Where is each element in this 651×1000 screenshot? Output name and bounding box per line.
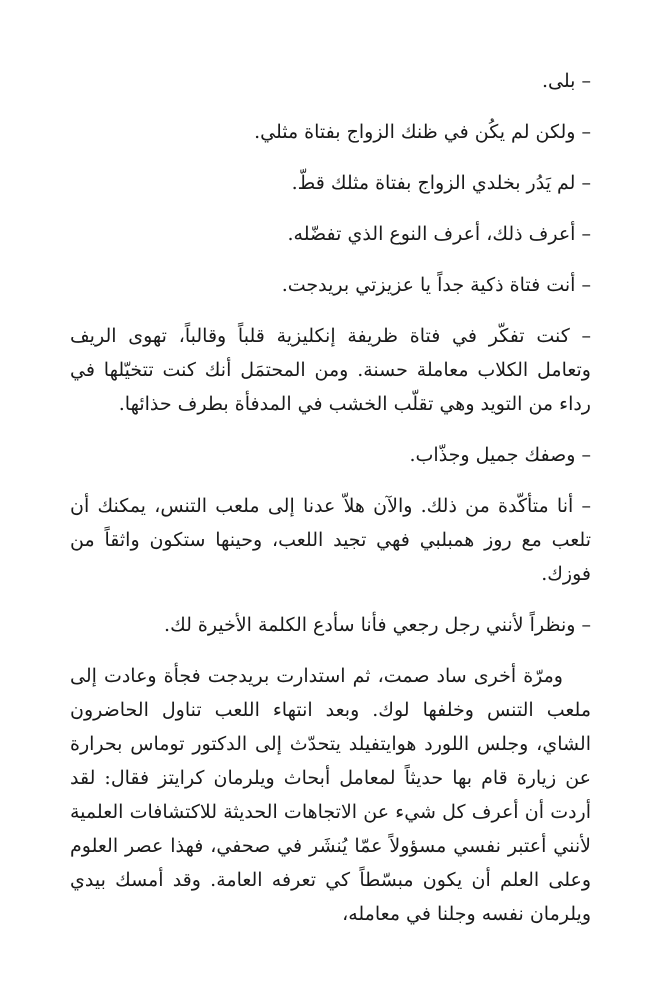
dialogue-line: – أنت فتاة ذكية جداً يا عزيزتي بريدجت. bbox=[281, 274, 591, 296]
dialogue-line: – أنا متأكّدة من ذلك. والآن هلاّ عدنا إلى ملعب التنس، يمكنك أن تلعب مع روز همبلبي فهي تجيد اللعب، وحينها ستكون واثقاً من فوزك. bbox=[70, 495, 591, 585]
dialogue-line: – ولكن لم يكُن في ظنك الزواج بفتاة مثلي. bbox=[254, 121, 591, 143]
dialogue-line: – وصفك جميل وجذّاب. bbox=[409, 444, 591, 466]
narrative-paragraph: ومرّة أخرى ساد صمت، ثم استدارت بريدجت فجأة وعادت إلى ملعب التنس وخلفها لوك. وبعد انتهاء اللعب تناول الحاضرون الشاي، وجلس اللورد هوايتفيلد يتحدّث إلى الدكتور توماس بحرارة عن زيارة قام بها حديثاً لمعامل أبحاث ويلرمان كرايتز فقال: لقد أردت أن أعرف كل شيء عن الاتجاهات الحديثة للاكتشافات العلمية لأنني أعتبر نفسي مسؤولاً عمّا يُنشَر في صحفي، فهذا عصر العلوم وعلى العلم أن يكون مبسّطاً كي تعرفه العامة. وقد أمسك بيدي ويلرمان نفسه وجلنا في معامله، bbox=[70, 665, 591, 925]
dialogue-line: – ونظراً لأنني رجل رجعي فأنا سأدع الكلمة الأخيرة لك. bbox=[164, 614, 591, 636]
dialogue-line: – لم يَدُر بخلدي الزواج بفتاة مثلك قطّ. bbox=[291, 172, 591, 194]
book-page bbox=[70, 64, 591, 931]
dialogue-line: – كنت تفكّر في فتاة ظريفة إنكليزية قلباً وقالباً، تهوى الريف وتعامل الكلاب معاملة حسنة. ومن المحتمَل أنك كنت تتخيّلها في رداء من التويد وهي تقلّب الخشب في المدفأة بطرف حذائها. bbox=[70, 325, 591, 415]
dialogue-line: – بلى. bbox=[542, 70, 591, 92]
dialogue-line: – أعرف ذلك، أعرف النوع الذي تفضّله. bbox=[287, 223, 591, 245]
